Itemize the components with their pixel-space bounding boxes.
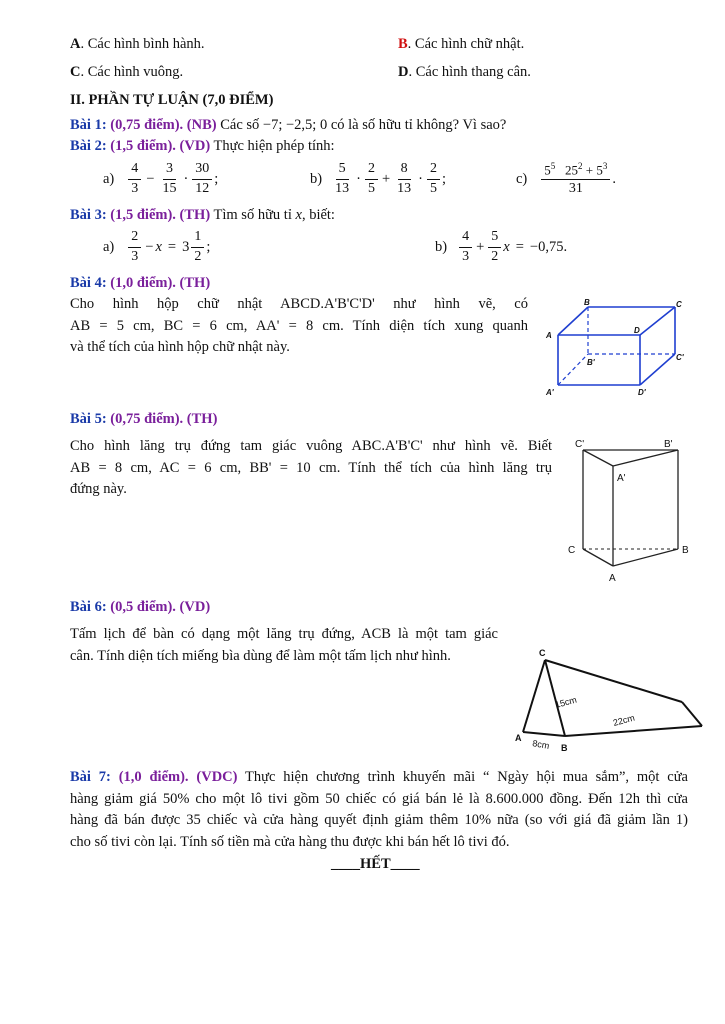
label-a: A (515, 733, 522, 743)
box-figure (540, 298, 690, 400)
label-a1: A' (617, 473, 626, 484)
label-a: A (546, 331, 552, 340)
fraction: $\frac{8}{13}$ (397, 161, 412, 196)
fraction: $\frac{5}{2}$ (488, 230, 501, 264)
bai4-header: Bài 4: (1,0 điểm). (TH) (70, 275, 211, 291)
bai4-line1: Cho hình hộp chữ nhật ABCD.A'B'C'D' như hình vẽ, có (70, 296, 528, 312)
option-d: D. Các hình thang cân. (398, 64, 531, 80)
calendar-figure (510, 640, 715, 758)
dim-15cm: 15cm (553, 694, 578, 710)
fraction: $\frac{2}{5}$ (365, 162, 378, 196)
bai4-line3: và thể tích của hình hộp chữ nhật này. (70, 339, 290, 355)
fraction: $\frac{3}{15}$ (162, 161, 177, 196)
label-b: B (561, 743, 568, 753)
label-b: B (682, 545, 689, 556)
bai2-b: b) $\frac{5}{13}$ · $\frac{2}{5}$ + $\frac{8}{13}$ · $\frac{2}{5}$ ; (310, 161, 446, 196)
label-c: C (539, 648, 546, 658)
fraction: $\frac{2}{5}$ (427, 162, 440, 196)
fraction: $\frac{2}{3}$ (128, 230, 141, 264)
bai7-line2: hàng giảm giá 50% cho một lô tivi gồm 50 chiếc có giá bán lẻ là 8.600.000 đồng. Đến 12h thì cửa (70, 791, 688, 807)
bai6-line2: cân. Tính diện tích miếng bìa dùng để làm một tấm lịch như hình. (70, 648, 451, 664)
label-b1: B' (664, 439, 673, 450)
bai2-header: Bài 2: (1,5 điểm). (VD) Thực hiện phép tính: (70, 138, 335, 154)
bai3-a: a) $\frac{2}{3}$ − x = 3 $\frac{1}{2}$ ; (103, 229, 211, 264)
fraction: $\frac{5^5 25^2 + 5^3}{31}$ (541, 162, 610, 197)
label-b: B (584, 298, 590, 307)
label-c: C (568, 545, 576, 556)
label-b1: B' (587, 358, 595, 367)
bai7-line1: Bài 7: (1,0 điểm). (VDC) Thực hiện chương trình khuyến mãi “ Ngày hội mua sắm”, một cửa (70, 769, 688, 785)
dim-22cm: 22cm (611, 712, 636, 728)
bai6-header: Bài 6: (0,5 điểm). (VD) (70, 599, 211, 615)
option-c: C. Các hình vuông. (70, 64, 184, 80)
bai7-line4: cho số tivi còn lại. Tính số tiền mà cửa hàng thu được khi bán hết lô tivi đó. (70, 834, 510, 850)
label-d1: D' (638, 388, 646, 397)
end-mark: ____HẾT____ (331, 856, 420, 872)
option-b: B. Các hình chữ nhật. (398, 36, 525, 52)
fraction: $\frac{4}{3}$ (128, 162, 141, 196)
bai7-line3: hàng đã bán được 35 chiếc và cửa hàng quyết định giảm thêm 10% nữa (so với giá đã giảm lần 1) (70, 812, 688, 828)
bai2-a: a) $\frac{4}{3}$ − $\frac{3}{15}$ · $\frac{30}{12}$ ; (103, 161, 219, 196)
dim-8cm: 8cm (531, 738, 551, 751)
bai6-line1: Tấm lịch để bàn có dạng một lăng trụ đứng, ACB là một tam giác (70, 626, 498, 642)
fraction: $\frac{5}{13}$ (335, 161, 350, 196)
bai4-line2: AB = 5 cm, BC = 6 cm, AA' = 8 cm. Tính diện tích xung quanh (70, 318, 528, 334)
fraction: $\frac{1}{2}$ (191, 230, 204, 264)
fraction: $\frac{4}{3}$ (459, 230, 472, 264)
bai3-header: Bài 3: (1,5 điểm). (TH) Tìm số hữu tỉ x, biết: (70, 207, 335, 223)
label-a: A (609, 573, 616, 584)
bai5-line1: Cho hình lăng trụ đứng tam giác vuông ABC.A'B'C' như hình vẽ. Biết (70, 438, 552, 454)
bai1: Bài 1: (0,75 điểm). (NB) Các số −7; −2,5; 0 có là số hữu tỉ không? Vì sao? (70, 117, 507, 133)
label-c1: C' (575, 439, 585, 450)
label-c: C (676, 300, 682, 309)
bai5-line2: AB = 8 cm, AC = 6 cm, BB' = 10 cm. Tính thể tích của hình lăng trụ (70, 460, 552, 476)
label-a1: A' (546, 388, 554, 397)
bai2-c: c) $\frac{5^5 25^2 + 5^3}{31}$ . (516, 161, 616, 196)
label-c1: C' (676, 353, 684, 362)
fraction: $\frac{30}{12}$ (192, 162, 212, 196)
bai5-header: Bài 5: (0,75 điểm). (TH) (70, 411, 218, 427)
section-title: II. PHẦN TỰ LUẬN (7,0 ĐIỂM) (70, 92, 274, 108)
option-a: A. Các hình bình hành. (70, 36, 205, 52)
bai5-line3: đứng này. (70, 481, 127, 497)
bai3-b: b) $\frac{4}{3}$ + $\frac{5}{2}$ x = −0,75 . (435, 229, 568, 264)
label-d: D (634, 326, 640, 335)
prism-figure (565, 436, 695, 586)
